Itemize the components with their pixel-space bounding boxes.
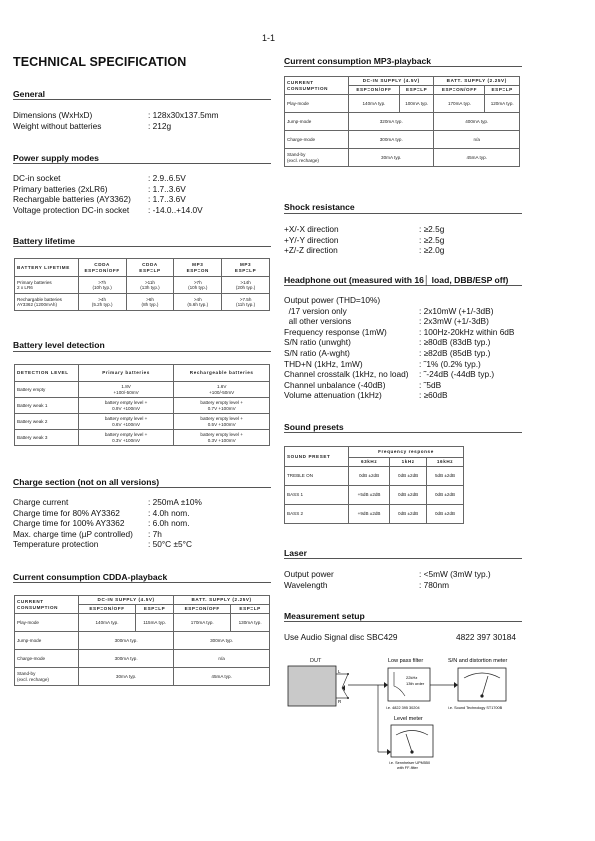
spec-value: : ≥2.5g (419, 224, 445, 234)
table-cell: 1.6V +100/-50mV (174, 382, 270, 398)
table-row (285, 77, 520, 86)
table-cell: >14h (20h typ.) (222, 277, 270, 294)
spec-value: : <5mW (3mW typ.) (419, 569, 491, 579)
spec-row (284, 306, 522, 317)
measurement-code: 4822 397 30184 (456, 632, 516, 642)
spec-value: : 2x3mW (+1/-3dB) (419, 316, 489, 327)
spec-value: : ≥2.0g (419, 245, 445, 256)
laser-rule (284, 558, 522, 559)
lpf-label: Low pass filter (388, 658, 424, 664)
spec-value: : 780nm (419, 579, 449, 590)
table-cell: 0dB ±2dB (390, 467, 427, 486)
table-cell: Stand-by (excl. recharge) (285, 149, 349, 167)
cdda-heading: Current consumption CDDA-playback (13, 572, 168, 582)
level-ref-1: i.e. Sennheiser UPM550 (389, 761, 431, 765)
power-heading: Power supply modes (13, 153, 99, 163)
battery-lifetime-rule (13, 246, 271, 247)
table-cell: Jump-mode (15, 632, 79, 650)
spec-row (284, 235, 522, 246)
table-cell: Battery weak 3 (15, 430, 79, 446)
spec-row (284, 359, 522, 370)
table-cell: >4h (5.2h typ.) (78, 294, 126, 311)
table-cell: BATT. SUPPLY (2.25V) (434, 77, 520, 86)
table-cell: Frequency response (349, 447, 464, 458)
lpf-inner-2: 13th order (406, 681, 425, 686)
table-cell: BATTERY LIFETIME (15, 259, 79, 277)
table-row (285, 95, 520, 113)
table-cell: 30mA typ. (79, 668, 174, 686)
meter-ref: i.e. Sound Technology ST1700B (448, 706, 503, 710)
table-cell: battery empty level + 0.7V +100mV (174, 398, 270, 414)
dut-label: DUT (310, 658, 322, 664)
presets-rule (284, 432, 522, 433)
spec-row (13, 194, 271, 205)
battery-level-table (14, 364, 270, 446)
table-row (285, 149, 520, 167)
mp3-heading: Current consumption MP3-playback (284, 56, 432, 66)
spec-value: : ≥80dB (83dB typ.) (419, 337, 491, 348)
table-cell: CURRENT CONSUMPTION (285, 77, 349, 95)
table-cell: 100mA typ. (399, 95, 434, 113)
shock-list (284, 224, 522, 256)
spec-value: : 250mA ±10% (148, 497, 202, 507)
spec-value: : 1.7..3.6V (148, 194, 186, 205)
table-row (285, 113, 520, 131)
spec-label: Wavelength (284, 579, 328, 590)
level-label: Level meter (394, 716, 423, 722)
general-rule (13, 99, 271, 100)
spec-row (284, 348, 522, 359)
spec-value: : 212g (148, 120, 172, 131)
spec-row (284, 295, 522, 306)
table-cell: Primary batteries 2 x LR6 (15, 277, 79, 294)
spec-value: : 6.0h nom. (148, 518, 190, 529)
measurement-rule (284, 621, 522, 622)
table-cell: 63kHz (349, 458, 390, 467)
spec-row (13, 121, 271, 132)
table-cell: 300mA typ. (174, 632, 270, 650)
presets-table (284, 446, 464, 524)
spec-row (13, 497, 271, 508)
table-row (15, 668, 270, 686)
table-row (15, 614, 270, 632)
lpf-ref: i.e. 4822 395 30204 (386, 706, 420, 710)
table-cell: +9dB ±2dB (349, 505, 390, 524)
table-row (15, 294, 270, 311)
spec-row (284, 369, 522, 380)
mp3-table (284, 76, 520, 167)
table-row (285, 131, 520, 149)
table-cell: ESP=LP (231, 605, 270, 614)
table-cell: >6h (8h typ.) (126, 294, 174, 311)
table-cell: BASS 1 (285, 486, 349, 505)
spec-row (13, 184, 271, 195)
power-rule (13, 163, 271, 164)
spec-label: Output power (THD=10%) (284, 295, 381, 305)
table-cell: MP3 ESP=LP (222, 259, 270, 277)
spec-row (13, 173, 271, 184)
battery-lifetime-table (14, 258, 270, 311)
general-heading: General (13, 89, 46, 99)
table-cell: ESP=ON/OFF (349, 86, 400, 95)
table-cell: 115mA typ. (136, 614, 174, 632)
table-row (15, 414, 270, 430)
spec-row (13, 539, 271, 550)
table-cell: Jump-mode (285, 113, 349, 131)
spec-label: Rechargable batteries (AY3362) (13, 194, 131, 205)
table-row (285, 467, 464, 486)
spec-label: Volume attenuation (1kHz) (284, 390, 382, 401)
spec-row (13, 529, 271, 540)
battery-lifetime-heading: Battery lifetime (13, 236, 76, 246)
table-cell: SOUND PRESET (285, 447, 349, 467)
spec-label: DC-in socket (13, 173, 61, 183)
measurement-diagram (284, 652, 524, 777)
spec-row (284, 316, 522, 327)
spec-label: Voltage protection DC-in socket (13, 204, 130, 215)
spec-label: Channel unbalance (-40dB) (284, 379, 386, 390)
spec-value: : ˜1% (0.2% typ.) (419, 358, 481, 369)
spec-label: Channel crosstalk (1kHz, no load) (284, 369, 409, 380)
spec-label: Primary batteries (2xLR6) (13, 183, 108, 194)
table-cell: CURRENT CONSUMPTION (15, 596, 79, 614)
power-list (13, 173, 271, 215)
shock-rule (284, 213, 522, 214)
charge-list (13, 497, 271, 550)
presets-heading: Sound presets (284, 422, 344, 432)
spec-row (284, 327, 522, 338)
table-row (15, 596, 270, 605)
spec-label: Output power (284, 569, 334, 579)
table-row (15, 382, 270, 398)
table-row (15, 259, 270, 277)
spec-label: Weight without batteries (13, 120, 102, 131)
table-cell: battery empty level + 0.3V +100mV (174, 430, 270, 446)
table-cell: DETECTION LEVEL (15, 365, 79, 382)
page-number: 1-1 (262, 33, 276, 43)
spec-label: S/N ratio (unwght) (284, 337, 351, 348)
table-cell: 30mA typ. (349, 149, 434, 167)
spec-value: : ≥60dB (419, 390, 448, 401)
table-row (15, 650, 270, 668)
spec-value: : ≥82dB (85dB typ.) (419, 347, 491, 358)
spec-label: +X/-X direction (284, 224, 339, 234)
spec-value: : ≥2.5g (419, 234, 445, 245)
spec-value: : 100Hz-20kHz within 6dB (419, 326, 515, 337)
table-cell: DC-IN SUPPLY (4.5V) (79, 596, 174, 605)
table-cell: CDDA ESP=ON/OFF (78, 259, 126, 277)
table-cell: BASS 2 (285, 505, 349, 524)
battery-level-heading: Battery level detection (13, 340, 105, 350)
table-cell: 0dB ±2dB (427, 505, 464, 524)
dut-box (288, 666, 336, 706)
table-cell: 45mA typ. (434, 149, 520, 167)
table-cell: ESP=ON/OFF (174, 605, 231, 614)
table-cell: 0dB ±2dB (390, 505, 427, 524)
shock-heading: Shock resistance (284, 202, 355, 212)
laser-heading: Laser (284, 548, 307, 558)
table-cell: MP3 ESP=ON (174, 259, 222, 277)
spec-row (284, 390, 522, 401)
cdda-rule (13, 582, 271, 583)
table-cell: 300mA typ. (79, 650, 174, 668)
mp3-rule (284, 66, 522, 67)
spec-label: Max. charge time (µP controlled) (13, 528, 133, 539)
table-cell: n/a (434, 131, 520, 149)
spec-label: Charge time for 100% AY3362 (13, 518, 125, 529)
spec-label: Frequency response (1mW) (284, 326, 387, 337)
spec-value: : 7h (148, 528, 162, 539)
table-cell: 1kHz (390, 458, 427, 467)
table-row (15, 430, 270, 446)
table-cell: 120mA typ. (485, 95, 520, 113)
table-row (285, 486, 464, 505)
table-cell: Battery weak 1 (15, 398, 79, 414)
table-cell: ESP=LP (399, 86, 434, 95)
spec-value: : 2.9..6.5V (148, 173, 186, 183)
spec-row (284, 580, 522, 591)
table-cell: Primary batteries (78, 365, 174, 382)
table-cell: 130mA typ. (231, 614, 270, 632)
table-cell: 16kHz (427, 458, 464, 467)
table-cell: 300mA typ. (79, 632, 174, 650)
table-cell: Battery empty (15, 382, 79, 398)
spec-row (13, 110, 271, 121)
table-cell: >4h (5.6h typ.) (174, 294, 222, 311)
level-ref-2: with FF-filter (397, 766, 418, 770)
table-row (15, 365, 270, 382)
meter-label: S/N and distortion meter (448, 658, 508, 664)
spec-row (284, 569, 522, 580)
table-cell: n/a (174, 650, 270, 668)
spec-value: : 4.0h nom. (148, 507, 190, 518)
table-cell: battery empty level + 0.9V +100mV (78, 398, 174, 414)
table-cell: >7h (10h typ.) (78, 277, 126, 294)
r-label: R (338, 699, 342, 704)
laser-list (284, 569, 522, 590)
table-cell: 170mA typ. (434, 95, 485, 113)
spec-row (284, 337, 522, 348)
table-cell: +5dB ±2dB (349, 486, 390, 505)
l-label: L (338, 669, 341, 674)
lpf-inner-1: 22kHz (406, 675, 418, 680)
battery-level-rule (13, 351, 271, 352)
charge-rule (13, 487, 271, 488)
spec-value: : 1.7..3.6V (148, 183, 186, 194)
spec-value: : -14.0..+14.0V (148, 204, 203, 215)
charge-heading: Charge section (not on all versions) (13, 477, 160, 487)
table-cell: ESP=ON/OFF (79, 605, 136, 614)
table-cell: Charge-mode (15, 650, 79, 668)
measurement-heading: Measurement setup (284, 611, 365, 621)
spec-label: Charge current (13, 497, 69, 507)
headphone-rule (284, 285, 522, 286)
table-cell: >7h (10h typ.) (174, 277, 222, 294)
table-cell: Stand-by (excl. recharge) (15, 668, 79, 686)
spec-value: : 50°C ±5°C (148, 539, 192, 550)
table-cell: Charge-mode (285, 131, 349, 149)
spec-label: Charge time for 80% AY3362 (13, 507, 120, 518)
spec-label: +Z/-Z direction (284, 245, 338, 256)
table-cell: TREBLE ON (285, 467, 349, 486)
table-cell: 320mA typ. (349, 113, 434, 131)
spec-row (13, 508, 271, 519)
table-cell: battery empty level + 0.5V +100mV (174, 414, 270, 430)
table-row (15, 398, 270, 414)
table-cell: 1.8V +100/-50mV (78, 382, 174, 398)
table-cell: DC-IN SUPPLY (4.5V) (349, 77, 434, 86)
spec-label: THD+N (1kHz, 1mW) (284, 358, 363, 369)
general-list (13, 110, 271, 131)
spec-row (284, 224, 522, 235)
headphone-list (284, 295, 522, 401)
page-title: TECHNICAL SPECIFICATION (13, 55, 187, 69)
spec-label: S/N ratio (A-wght) (284, 347, 350, 358)
spec-row (13, 518, 271, 529)
measurement-use-row (284, 632, 522, 643)
table-cell: 0dB ±2dB (390, 486, 427, 505)
spec-value: : ˜-24dB (-44dB typ.) (419, 369, 495, 380)
spec-label: Temperature protection (13, 539, 99, 550)
table-cell: 300mA typ. (349, 131, 434, 149)
table-cell: 0dB ±2dB (427, 486, 464, 505)
table-cell: Battery weak 2 (15, 414, 79, 430)
table-cell: Rechargable batteries AY3362 (1200mAh) (15, 294, 79, 311)
table-row (285, 447, 464, 458)
table-cell: ESP=ON/OFF (434, 86, 485, 95)
spec-value: : 128x30x137.5mm (148, 110, 219, 120)
table-cell: ESP=LP (485, 86, 520, 95)
spec-label: /17 version only (284, 305, 347, 316)
table-cell: 400mA typ. (434, 113, 520, 131)
cdda-table (14, 595, 270, 686)
spec-row (284, 380, 522, 391)
table-cell: battery empty level + 0.3V +100mV (78, 430, 174, 446)
table-cell: 140mA typ. (349, 95, 400, 113)
spec-label: +Y/-Y direction (284, 234, 339, 245)
table-row (15, 632, 270, 650)
table-row (15, 277, 270, 294)
measurement-use-text: Use Audio Signal disc SBC429 (284, 632, 398, 642)
spec-label: all other versions (284, 316, 352, 327)
table-cell: 0dB ±2dB (349, 467, 390, 486)
table-cell: 5dB ±2dB (427, 467, 464, 486)
table-cell: Play-mode (285, 95, 349, 113)
table-cell: Play-mode (15, 614, 79, 632)
spec-label: Dimensions (WxHxD) (13, 110, 93, 120)
table-cell: 140mA typ. (79, 614, 136, 632)
table-cell: battery empty level + 0.6V +100mV (78, 414, 174, 430)
table-cell: 45mA typ. (174, 668, 270, 686)
table-cell: 170mA typ. (174, 614, 231, 632)
spec-row (284, 245, 522, 256)
table-row (285, 505, 464, 524)
headphone-heading: Headphone out (measured with 16│ load, DBB/ESP off) (284, 275, 509, 285)
table-cell: CDDA ESP=LP (126, 259, 174, 277)
spec-value: : 2x10mW (+1/-3dB) (419, 305, 494, 316)
table-cell: BATT. SUPPLY (2.25V) (174, 596, 270, 605)
table-cell: >7.5h (11h typ.) (222, 294, 270, 311)
table-cell: ESP=LP (136, 605, 174, 614)
spec-value: : ˜5dB (419, 379, 442, 390)
table-cell: >11h (13h typ.) (126, 277, 174, 294)
spec-row (13, 205, 271, 216)
table-cell: Rechargeable batteries (174, 365, 270, 382)
